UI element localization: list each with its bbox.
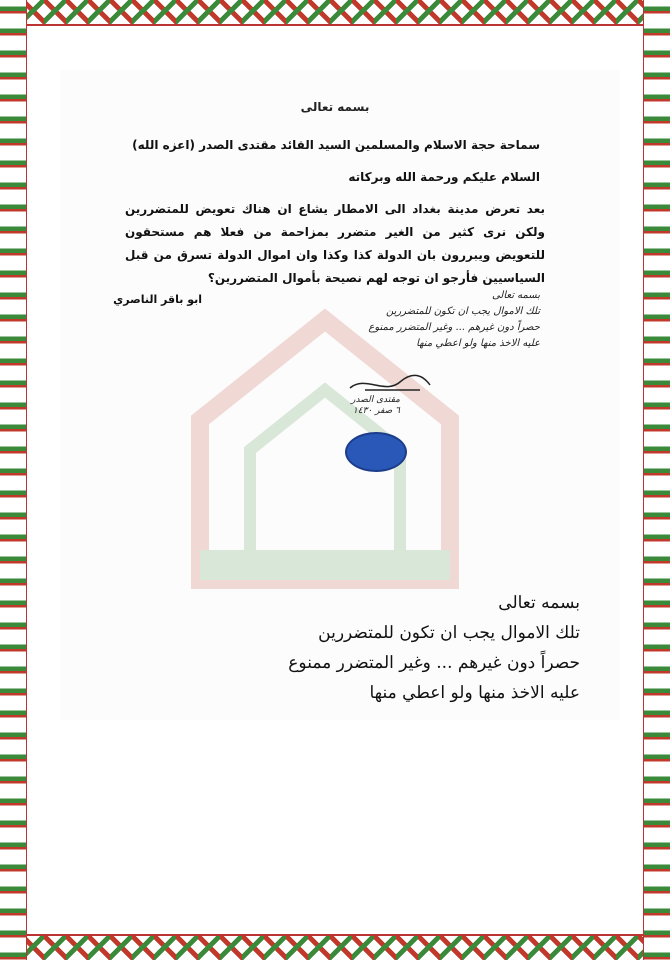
office-seal-icon — [345, 432, 407, 472]
decorative-border-left — [0, 0, 27, 960]
decorative-border-top — [0, 0, 670, 26]
handwritten-line: تلك الاموال يجب ان تكون للمتضررين — [385, 306, 540, 317]
signature-date: ٦ صفر ١٤٣٠ — [352, 406, 400, 416]
transcript-line: عليه الاخذ منها ولو اعطي منها — [369, 683, 580, 703]
handwritten-reply — [330, 288, 540, 352]
handwritten-line: عليه الاخذ منها ولو اعطي منها — [416, 338, 540, 349]
letter-greeting: السلام عليكم ورحمة الله وبركاته — [348, 170, 540, 184]
letter-body: بعد تعرض مدينة بغداد الى الامطار يشاع ان هناك تعويض للمتضررين ولكن نرى كثير من الغير متضرر بمزاحمة من فعلا هم مستحقون للتعويض ويبررون بان الدولة كذا وكذا وان اموال الدولة تسرق من قبل السياسيين فأرجو ان توجه لهم نصيحة بأموال المتضررين؟ — [125, 202, 545, 285]
decorative-border-right — [643, 0, 670, 960]
letter-signature: ابو باقر الناصري — [113, 293, 202, 306]
transcript-line: تلك الاموال يجب ان تكون للمتضررين — [318, 623, 580, 643]
signature-name: مقتدى الصدر — [351, 395, 400, 405]
letter-addressee: سماحة حجة الاسلام والمسلمين السيد القائد مقتدى الصدر (اعزه الله) — [132, 138, 540, 152]
handwritten-line: بسمه تعالى — [491, 290, 540, 301]
signature-scribble-icon — [345, 370, 435, 395]
letter-basmala: بسمه تعالى — [300, 100, 370, 114]
typed-transcript — [288, 588, 580, 708]
handwritten-line: حصراً دون غيرهم ... وغير المتضرر ممنوع — [368, 322, 540, 333]
handwritten-signature — [330, 395, 400, 417]
transcript-line: بسمه تعالى — [498, 593, 580, 613]
decorative-border-bottom — [0, 934, 670, 960]
transcript-line: حصراً دون غيرهم ... وغير المتضرر ممنوع — [288, 653, 580, 673]
